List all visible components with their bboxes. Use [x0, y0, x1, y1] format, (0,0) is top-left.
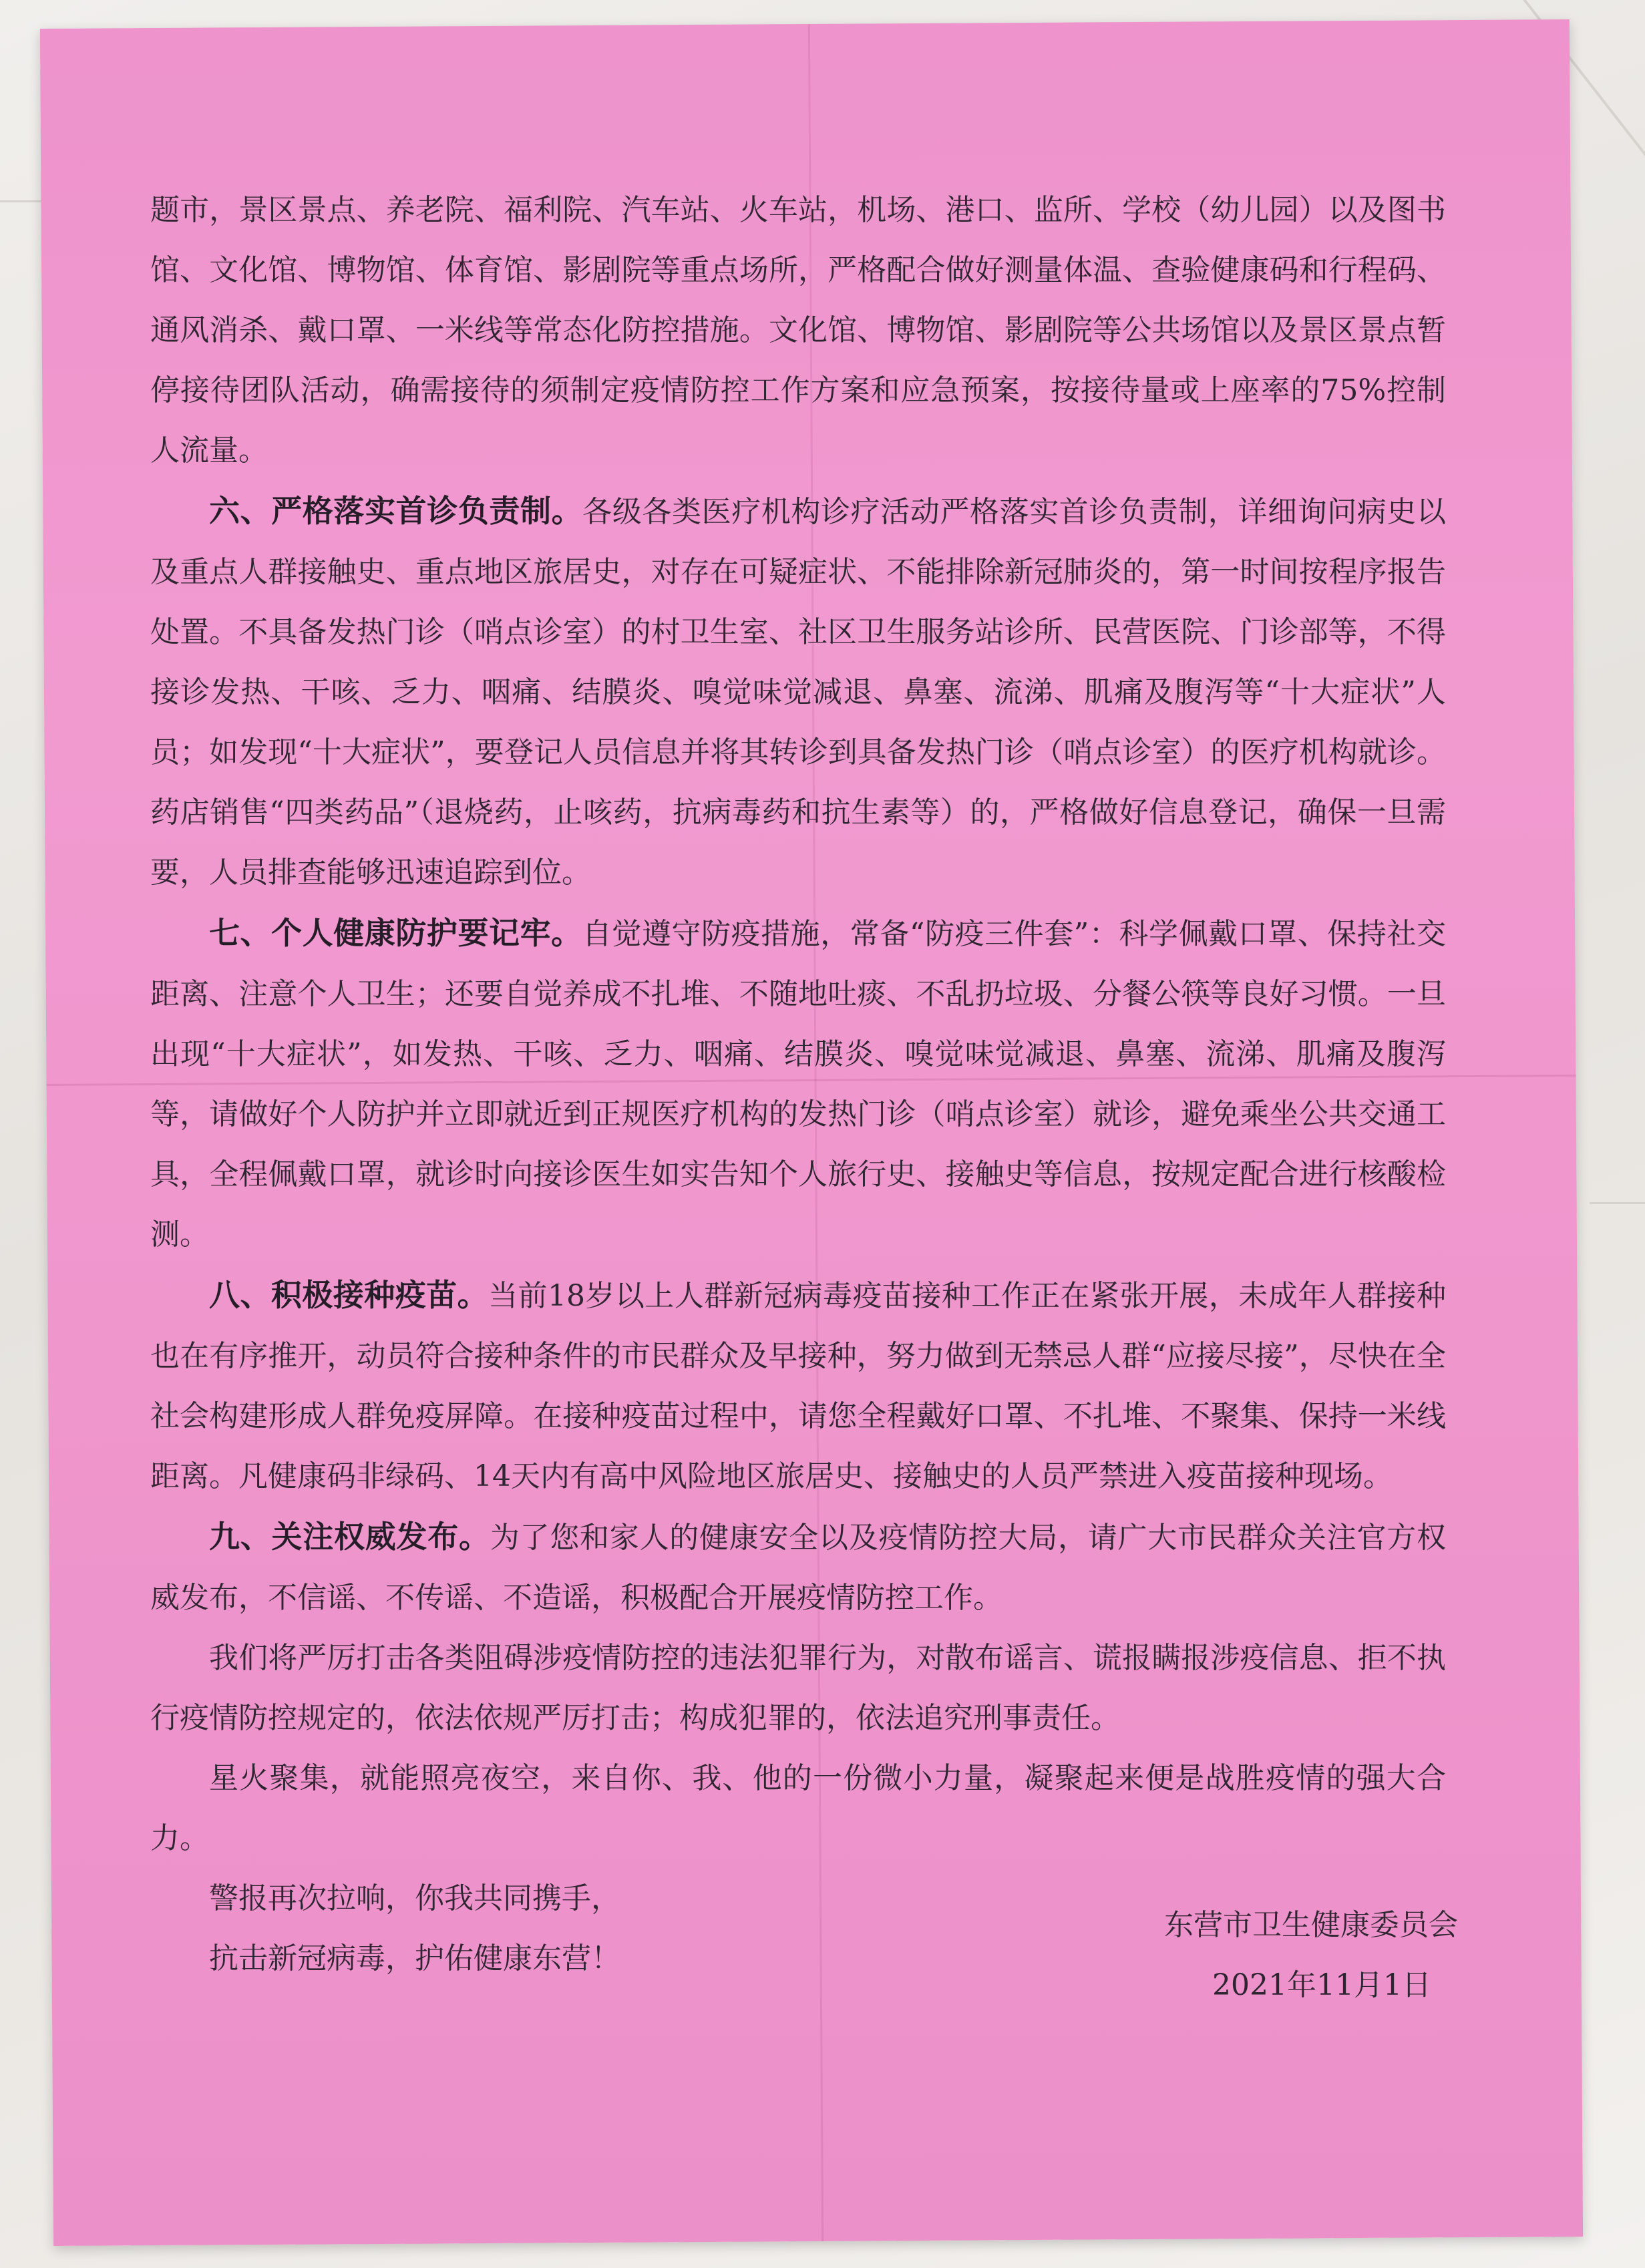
issue-date: 2021年11月1日	[1212, 1968, 1431, 2002]
signature-block	[1164, 1895, 1458, 2016]
paragraph-solidarity	[150, 1748, 1446, 1869]
paragraph-text: 自觉遵守防疫措施，常备“防疫三件套”：科学佩戴口罩、保持社交距离、注意个人卫生；还要自觉养成不扎堆、不随地吐痰、不乱扔垃圾、分餐公筷等良好习惯。一旦出现“十大症状”，如发热、干咳、乏力、咽痛、结膜炎、嗅觉味觉减退、鼻塞、流涕、肌痛及腹泻等，请做好个人防护并立即就近到正规医疗机构的发热门诊（哨点诊室）就诊，避免乘坐公共交通工具，全程佩戴口罩，就诊时向接诊医生如实告知个人旅行史、接触史等信息，按规定配合进行核酸检测。	[150, 917, 1446, 1252]
closing-line: 抗击新冠病毒，护佑健康东营！	[209, 1941, 620, 1975]
paragraph-text: 为了您和家人的健康安全以及疫情防控大局，请广大市民群众关注官方权威发布，不信谣、不传谣、不造谣，积极配合开展疫情防控工作。	[150, 1521, 1446, 1615]
paragraph-section-eight	[150, 1265, 1446, 1507]
paragraph-text: 我们将严厉打击各类阻碍涉疫情防控的违法犯罪行为，对散布谣言、谎报瞒报涉疫信息、拒不执行疫情防控规定的，依法依规严厉打击；构成犯罪的，依法追究刑事责任。	[150, 1641, 1446, 1735]
paragraph-section-six	[150, 481, 1446, 903]
issuing-organization: 东营市卫生健康委员会	[1164, 1908, 1458, 1942]
section-heading: 九、关注权威发布。	[209, 1519, 490, 1555]
notice-body	[150, 180, 1446, 1989]
floor-tile-seam	[0, 200, 47, 202]
section-heading: 七、个人健康防护要记牢。	[209, 915, 582, 951]
paragraph-text: 当前18岁以上人群新冠病毒疫苗接种工作正在紧张开展，未成年人群接种也在有序推开，动员符合接种条件的市民群众及早接种，努力做到无禁忌人群“应接尽接”，尽快在全社会构建形成人群免疫屏障。在接种疫苗过程中，请您全程戴好口罩、不扎堆、不聚集、保持一米线距离。凡健康码非绿码、14天内有高中风险地区旅居史、接触史的人员严禁进入疫苗接种现场。	[150, 1279, 1446, 1493]
paragraph-venues	[150, 180, 1446, 481]
paragraph-text: 星火聚集，就能照亮夜空，来自你、我、他的一份微小力量，凝聚起来便是战胜疫情的强大合力。	[150, 1761, 1446, 1855]
paragraph-text: 各级各类医疗机构诊疗活动严格落实首诊负责制，详细询问病史以及重点人群接触史、重点地区旅居史，对存在可疑症状、不能排除新冠肺炎的，第一时间按程序报告处置。不具备发热门诊（哨点诊室）的村卫生室、社区卫生服务站诊所、民营医院、门诊部等，不得接诊发热、干咳、乏力、咽痛、结膜炎、嗅觉味觉减退、鼻塞、流涕、肌痛及腹泻等“十大症状”人员；如发现“十大症状”，要登记人员信息并将其转诊到具备发热门诊（哨点诊室）的医疗机构就诊。药店销售“四类药品”（退烧药，止咳药，抗病毒药和抗生素等）的，严格做好信息登记，确保一旦需要，人员排查能够迅速追踪到位。	[150, 495, 1447, 890]
floor-tile-seam	[1590, 1202, 1645, 1204]
paragraph-section-seven	[150, 903, 1446, 1265]
paragraph-enforcement	[150, 1628, 1446, 1748]
paragraph-section-nine	[150, 1507, 1446, 1628]
section-heading: 八、积极接种疫苗。	[209, 1277, 489, 1313]
paragraph-text: 题市，景区景点、养老院、福利院、汽车站、火车站，机场、港口、监所、学校（幼儿园）以及图书馆、文化馆、博物馆、体育馆、影剧院等重点场所，严格配合做好测量体温、查验健康码和行程码、通风消杀、戴口罩、一米线等常态化防控措施。文化馆、博物馆、影剧院等公共场馆以及景区景点暂停接待团队活动，确需接待的须制定疫情防控工作方案和应急预案，按接待量或上座率的75%控制人流量。	[150, 193, 1446, 467]
section-heading: 六、严格落实首诊负责制。	[209, 493, 583, 529]
closing-line: 警报再次拉响，你我共同携手，	[209, 1881, 620, 1915]
